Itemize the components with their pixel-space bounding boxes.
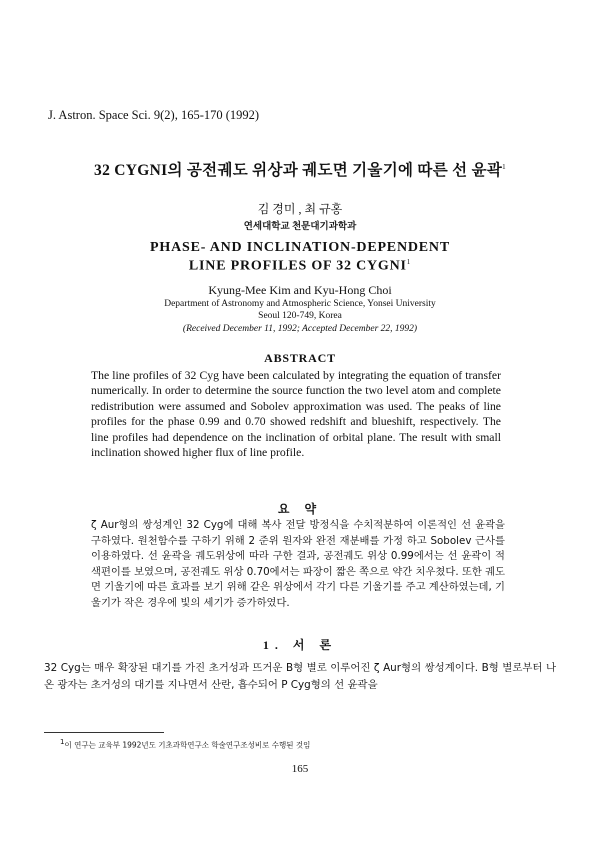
title-english-line2-text: LINE PROFILES OF 32 CYGNI [188,258,407,274]
page-number: 165 [291,763,309,775]
section-heading-introduction: 1. 서 론 [262,638,338,652]
footnote-mark: 1 [60,738,65,746]
introduction-text: 32 Cyg는 매우 확장된 대기를 가진 초거성과 뜨거운 B형 별로 이루어진 ζ Aur형의 쌍성계이다. B형 별로부터 나온 광자는 초거성의 대기를 지나면서 산란, 흡수되어 P Cyg형의 선 윤곽을 [44,662,556,691]
city-english: Seoul 120-749, Korea [258,311,342,321]
korean-abstract-heading: 요 약 [277,502,323,516]
title-english-footnote-mark: 1 [406,258,412,266]
department-english: Department of Astronomy and Atmospheric Science, Yonsei University [164,299,436,309]
title-english-line2 [0,258,600,275]
authors-english: Kyung-Mee Kim and Kyu-Hong Choi [208,283,392,297]
footnote-divider [44,732,164,733]
abstract-heading: ABSTRACT [264,351,336,365]
title-korean [0,158,600,180]
title-korean-footnote-mark: 1 [502,162,506,171]
title-english-line1: PHASE- AND INCLINATION-DEPENDENT [150,240,450,255]
authors-korean: 김 경미 , 최 규홍 [257,202,343,216]
title-korean-text: 32 CYGNI의 공전궤도 위상과 궤도면 기울기에 따른 선 윤곽 [94,162,503,179]
footnote-text: 이 연구는 교육부 1992년도 기초과학연구소 학술연구조성비로 수행된 것임 [64,740,311,750]
received-dates: (Received December 11, 1992; Accepted December 22, 1992) [182,324,418,334]
affiliation-korean: 연세대학교 천문대기과학과 [243,222,357,232]
korean-abstract-text: ζ Aur형의 쌍성계인 32 Cyg에 대해 복사 전달 방정식을 수치적분하여 이론적인 선 윤곽을 구하였다. 원천함수를 구하기 위해 2 준위 원자와 완전 재분배를 가정 하고 Sobolev 근사를 이용하였다. 선 윤곽을 궤도위상에 따라 구한 결과, 공전궤도 위상 0.99에서는 선 윤곽이 적색편이를 보였으며, 공전궤도 위상 0.70에서는 파장이 짧은 쪽으로 약간 치우쳤다. 또한 궤도면 기울기에 따른 효과를 보기 위해 같은 위상에서 각기 다른 기울기를 주고 계산하였는데, 기울기가 작은 경우에 빛의 세기가 증가하였다. [91,519,505,609]
abstract-text: The line profiles of 32 Cyg have been calculated by integrating the equation of transfer numerically. In order to determine the source function the two level atom and complete redistribution were assumed and Sobolev approximation was used. The peaks of line profiles for the phase 0.99 and 0.70 showed redshift and blueshift, respectively. The line profiles had dependence on the inclination of orbital plane. The result with small inclination showed higher flux of line profile. [91,369,501,460]
journal-reference: J. Astron. Space Sci. 9(2), 165-170 (1992) [48,108,260,122]
footnote [60,738,310,751]
